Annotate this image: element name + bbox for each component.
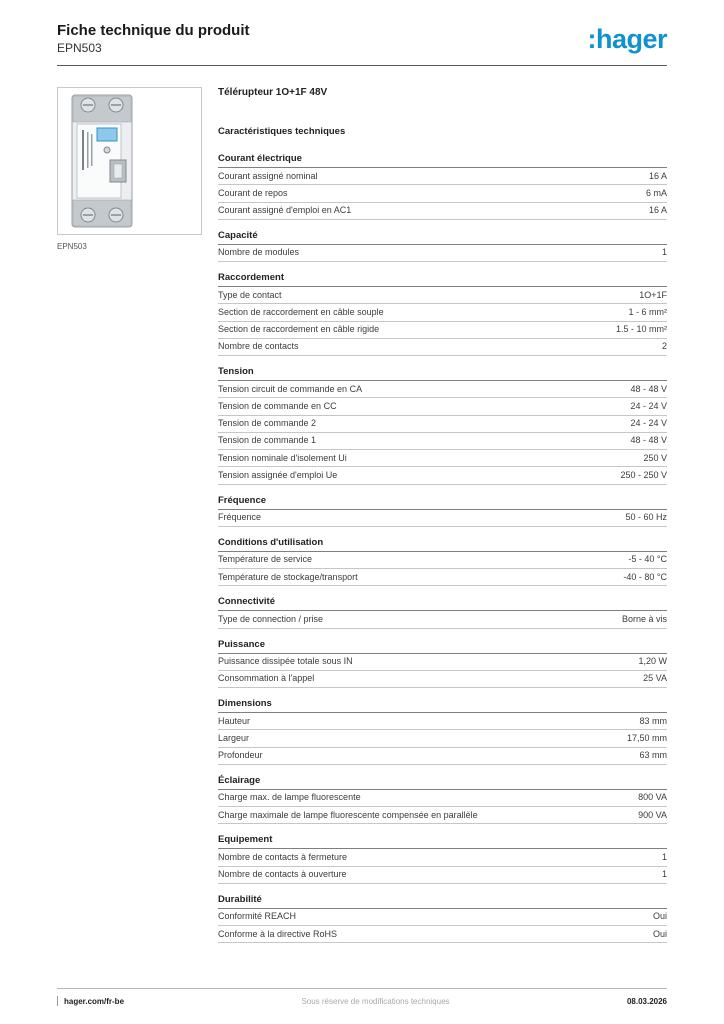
spec-value: 50 - 60 Hz [625, 512, 667, 522]
header-text [57, 22, 250, 55]
spec-section [218, 153, 667, 220]
footer-disclaimer: Sous réserve de modifications techniques [301, 996, 450, 1006]
spec-value: 1 [661, 869, 667, 879]
product-reference: EPN503 [57, 41, 102, 55]
spec-label: Nombre de contacts à ouverture [218, 869, 347, 879]
hager-logo: :hager [587, 24, 667, 54]
spec-label: Tension circuit de commande en CA [218, 383, 363, 394]
spec-section [218, 834, 667, 884]
spec-row [218, 713, 667, 730]
spec-label: Tension de commande 2 [218, 418, 317, 428]
spec-value: 83 mm [639, 715, 667, 726]
spec-row [218, 322, 667, 339]
spec-label: Tension de commande 1 [218, 435, 317, 446]
spec-section [218, 366, 667, 485]
spec-row [218, 552, 667, 569]
spec-label: Courant de repos [218, 187, 288, 198]
spec-label: Section de raccordement en câble rigide [218, 324, 380, 334]
spec-row [218, 867, 667, 884]
spec-label: Courant assigné d'emploi en AC1 [218, 205, 352, 215]
section-title: Éclairage [218, 775, 667, 790]
spec-value: 16 A [648, 205, 667, 215]
teleruptor-illustration [58, 88, 201, 234]
product-name: Télérupteur 1O+1F 48V [218, 87, 328, 98]
spec-value: 25 VA [643, 673, 667, 684]
spec-row [218, 381, 667, 398]
page-header [57, 22, 667, 55]
spec-row [218, 416, 667, 433]
spec-label: Consommation à l'appel [218, 673, 315, 684]
spec-label: Courant assigné nominal [218, 170, 318, 181]
spec-value: 63 mm [639, 750, 667, 760]
section-title: Tension [218, 366, 667, 381]
section-title: Dimensions [218, 698, 667, 713]
spec-section [218, 537, 667, 587]
spec-value: 48 - 48 V [630, 383, 667, 394]
section-title: Conditions d'utilisation [218, 537, 667, 552]
spec-row [218, 510, 667, 527]
spec-row [218, 185, 667, 202]
spec-value: 1O+1F [639, 289, 667, 300]
spec-row [218, 168, 667, 185]
spec-label: Température de service [218, 554, 313, 565]
spec-value: 48 - 48 V [630, 435, 667, 446]
spec-label: Type de contact [218, 289, 282, 300]
spec-section [218, 894, 667, 944]
spec-row [218, 339, 667, 356]
spec-row [218, 287, 667, 304]
spec-label: Nombre de modules [218, 247, 300, 258]
spec-row [218, 304, 667, 321]
main-content [57, 87, 667, 953]
spec-value: 24 - 24 V [630, 400, 667, 411]
spec-label: Type de connection / prise [218, 613, 324, 624]
header-divider [57, 65, 667, 66]
section-title: Fréquence [218, 495, 667, 510]
section-title: Raccordement [218, 272, 667, 287]
section-title: Courant électrique [218, 153, 667, 168]
spec-row [218, 450, 667, 467]
spec-value: 1 - 6 mm² [628, 306, 667, 317]
spec-label: Température de stockage/transport [218, 571, 358, 582]
spec-value: -40 - 80 °C [623, 571, 667, 582]
spec-row [218, 398, 667, 415]
spec-label: Fréquence [218, 512, 262, 522]
spec-value: 1 [661, 247, 667, 258]
spec-value: 1,20 W [638, 656, 667, 666]
spec-section [218, 272, 667, 356]
page-title: Fiche technique du produit [57, 22, 250, 39]
section-title: Durabilité [218, 894, 667, 909]
product-image-column [57, 87, 202, 953]
spec-row [218, 748, 667, 765]
spec-value: 17,50 mm [626, 732, 667, 743]
spec-label: Section de raccordement en câble souple [218, 306, 384, 317]
section-title: Capacité [218, 230, 667, 245]
section-title: Puissance [218, 639, 667, 654]
spec-section [218, 495, 667, 527]
spec-label: Conforme à la directive RoHS [218, 928, 338, 939]
spec-value: 800 VA [638, 792, 667, 803]
product-image [57, 87, 202, 235]
footer-website: hager.com/fr-be [64, 996, 125, 1006]
spec-row [218, 569, 667, 586]
spec-section [218, 775, 667, 825]
section-title: Connectivité [218, 596, 667, 611]
spec-value: 16 A [648, 170, 667, 181]
spec-row [218, 433, 667, 450]
spec-label: Puissance dissipée totale sous IN [218, 656, 353, 666]
spec-value: Oui [652, 928, 667, 939]
spec-section [218, 698, 667, 765]
spec-row [218, 203, 667, 220]
footer-divider-bar [57, 996, 58, 1006]
spec-value: 1.5 - 10 mm² [615, 324, 667, 334]
spec-label: Nombre de contacts [218, 341, 299, 352]
spec-label: Charge maximale de lampe fluorescente compensée en parallèle [218, 809, 478, 820]
spec-section [218, 596, 667, 628]
spec-value: 24 - 24 V [630, 418, 667, 428]
spec-sections [218, 153, 667, 943]
spec-row [218, 730, 667, 747]
spec-value: Borne à vis [621, 613, 667, 624]
spec-value: 6 mA [645, 187, 667, 198]
spec-label: Tension assignée d'emploi Ue [218, 469, 338, 480]
spec-value: 2 [661, 341, 667, 352]
spec-value: Oui [652, 911, 667, 922]
spec-value: -5 - 40 °C [628, 554, 667, 565]
spec-value: 250 V [643, 452, 667, 463]
spec-value: 900 VA [638, 809, 667, 820]
spec-section [218, 639, 667, 689]
spec-row [218, 654, 667, 671]
spec-label: Tension de commande en CC [218, 400, 337, 411]
spec-label: Nombre de contacts à fermeture [218, 851, 348, 862]
product-image-caption: EPN503 [57, 242, 87, 251]
spec-label: Charge max. de lampe fluorescente [218, 792, 361, 803]
footer-date: 08.03.2026 [626, 996, 667, 1006]
spec-row [218, 611, 667, 628]
spec-label: Largeur [218, 732, 250, 743]
footer-left [57, 996, 124, 1006]
spec-value: 250 - 250 V [620, 469, 667, 480]
section-title: Equipement [218, 834, 667, 849]
characteristics-heading: Caractéristiques techniques [218, 126, 346, 137]
spec-row [218, 849, 667, 866]
spec-row [218, 245, 667, 262]
spec-row [218, 807, 667, 824]
spec-section [218, 230, 667, 262]
spec-label: Profondeur [218, 750, 263, 760]
spec-label: Conformité REACH [218, 911, 297, 922]
spec-row [218, 790, 667, 807]
specifications-column [218, 87, 667, 953]
page-footer [57, 988, 667, 1006]
spec-value: 1 [661, 851, 667, 862]
spec-label: Hauteur [218, 715, 251, 726]
spec-label: Tension nominale d'isolement Ui [218, 452, 347, 463]
spec-row [218, 467, 667, 484]
spec-row [218, 671, 667, 688]
spec-row [218, 909, 667, 926]
spec-row [218, 926, 667, 943]
